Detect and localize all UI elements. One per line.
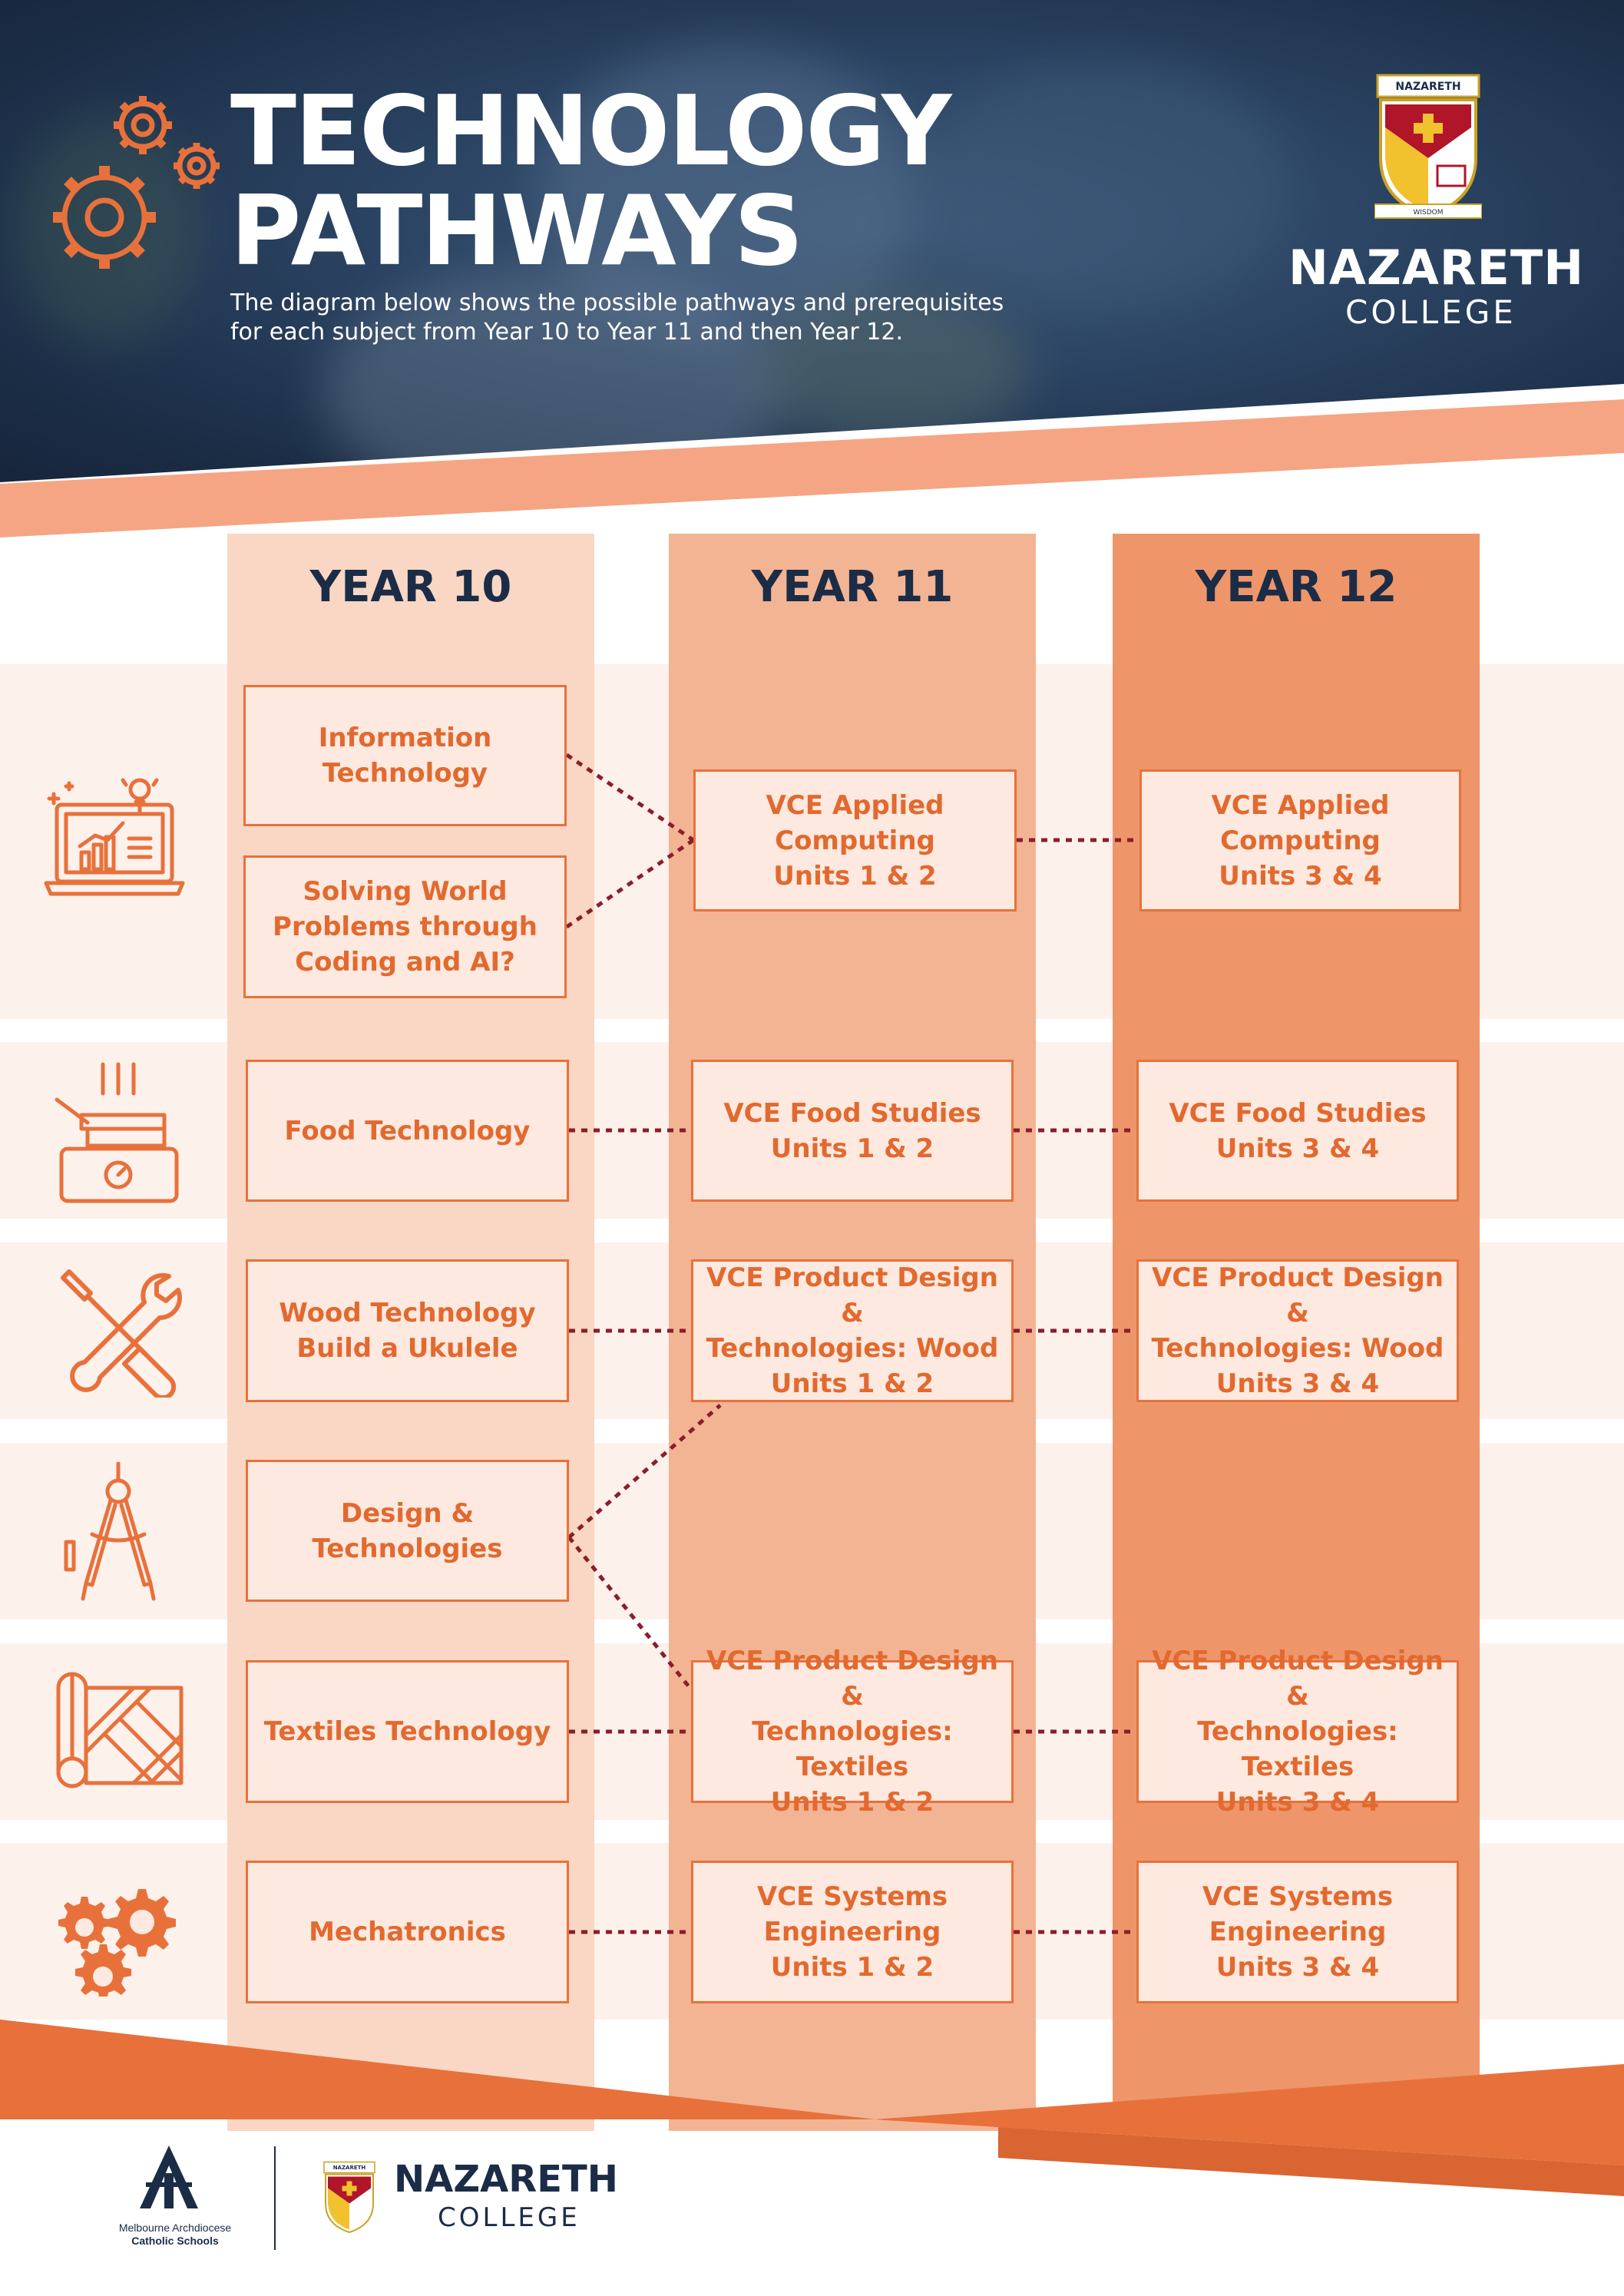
- column-header-year11: YEAR 11: [751, 562, 954, 612]
- footer-brand-subtitle: COLLEGE: [438, 2202, 580, 2233]
- textile-fabric-icon: [51, 1668, 189, 1798]
- subject-box-mechatronics: Mechatronics: [246, 1861, 569, 2003]
- footer-college-crest-logo: [322, 2159, 376, 2240]
- footer-brand-name: NAZARETH: [394, 2158, 618, 2201]
- subject-box-applied-computing-3-4: VCE Applied Computing Units 3 & 4: [1139, 769, 1461, 911]
- page-title-line1: TECHNOLOGY: [230, 74, 951, 187]
- subject-box-product-design-textiles-1-2: VCE Product Design & Technologies: Textiles Units 1 & 2: [691, 1660, 1014, 1803]
- macs-logo-icon: [123, 2142, 215, 2212]
- cooking-pot-icon: [49, 1060, 187, 1206]
- column-header-year12: YEAR 12: [1195, 562, 1397, 612]
- subject-box-textiles-technology: Textiles Technology: [246, 1660, 569, 1803]
- subject-box-systems-engineering-3-4: VCE Systems Engineering Units 3 & 4: [1136, 1861, 1459, 2003]
- column-header-year10: YEAR 10: [309, 562, 512, 612]
- footer-divider: [274, 2146, 276, 2250]
- crest-motto: WISDOM: [1413, 209, 1444, 217]
- footer-diagonal-stripe: [0, 2012, 1624, 2196]
- page-subtitle-line2: for each subject from Year 10 to Year 11 and then Year 12.: [230, 319, 903, 346]
- page-subtitle-line1: The diagram below shows the possible pathways and prerequisites: [230, 289, 1004, 316]
- brand-name: NAZARETH: [1288, 240, 1585, 296]
- footer-crest-name: NAZARETH: [332, 2165, 366, 2171]
- brand-subtitle: COLLEGE: [1345, 293, 1517, 331]
- subject-box-food-studies-3-4: VCE Food Studies Units 3 & 4: [1136, 1060, 1459, 1202]
- subject-box-food-technology: Food Technology: [246, 1060, 569, 1202]
- subject-box-design-technologies: Design & Technologies: [246, 1460, 569, 1602]
- subject-box-food-studies-1-2: VCE Food Studies Units 1 & 2: [691, 1060, 1014, 1202]
- gears-icon: [54, 1874, 192, 1997]
- subject-box-product-design-wood-3-4: VCE Product Design & Technologies: Wood Units 3 & 4: [1136, 1259, 1459, 1402]
- macs-name-line2: Catholic Schools: [131, 2235, 219, 2247]
- macs-name-line1: Melbourne Archdiocese: [118, 2222, 232, 2234]
- subject-box-product-design-textiles-3-4: VCE Product Design & Technologies: Textiles Units 3 & 4: [1136, 1660, 1459, 1803]
- subject-box-systems-engineering-1-2: VCE Systems Engineering Units 1 & 2: [691, 1861, 1014, 2003]
- subject-box-information-technology: Information Technology: [243, 685, 567, 826]
- tools-icon: [54, 1267, 184, 1398]
- subject-box-coding-ai: Solving World Problems through Coding and AI?: [243, 855, 567, 998]
- subject-box-wood-technology: Wood Technology Build a Ukulele: [246, 1259, 569, 1402]
- subject-box-applied-computing-1-2: VCE Applied Computing Units 1 & 2: [693, 769, 1017, 911]
- subject-box-product-design-wood-1-2: VCE Product Design & Technologies: Wood Units 1 & 2: [691, 1259, 1014, 1402]
- computer-analytics-icon: [43, 776, 189, 910]
- drafting-compass-icon: [57, 1461, 180, 1606]
- page-title-line2: PATHWAYS: [230, 174, 802, 287]
- crest-name: NAZARETH: [1395, 81, 1461, 93]
